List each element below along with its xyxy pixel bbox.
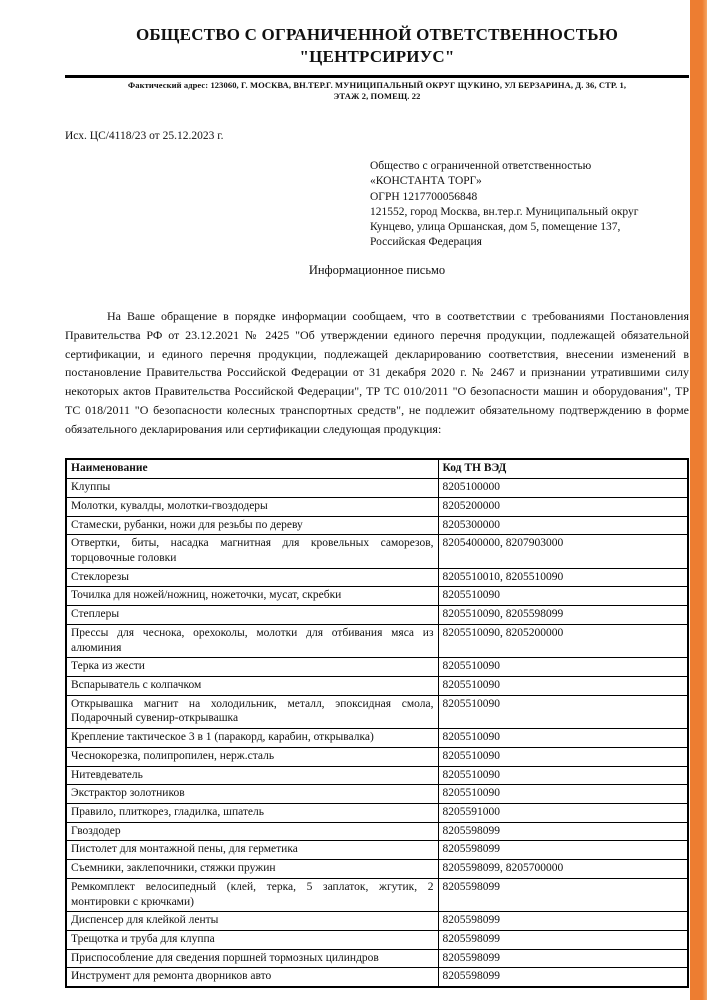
table-row xyxy=(66,568,688,587)
product-name-cell: Правило, плиткорез, гладилка, шпатель xyxy=(66,804,438,823)
product-code-cell: 8205200000 xyxy=(438,497,688,516)
recipient-line: Российская Федерация xyxy=(370,236,482,249)
product-name-cell: Приспособление для сведения поршней тормозных цилиндров xyxy=(66,949,438,968)
product-name-cell: Нитевдеватель xyxy=(66,766,438,785)
product-code-cell: 8205510010, 8205510090 xyxy=(438,568,688,587)
product-code-cell: 8205510090, 8205200000 xyxy=(438,624,688,657)
product-code-cell: 8205598099 xyxy=(438,841,688,860)
table-row xyxy=(66,931,688,950)
product-name-cell: Терка из жести xyxy=(66,658,438,677)
product-name-cell: Диспенсер для клейкой ленты xyxy=(66,912,438,931)
recipient-line: ОГРН 1217700056848 xyxy=(370,190,478,203)
product-name-cell: Пистолет для монтажной пены, для герметика xyxy=(66,841,438,860)
table-row xyxy=(66,624,688,657)
table-row xyxy=(66,516,688,535)
product-code-cell: 8205598099, 8205700000 xyxy=(438,860,688,879)
recipient-line: «КОНСТАНТА ТОРГ» xyxy=(370,175,482,188)
product-code-cell: 8205598099 xyxy=(438,912,688,931)
product-code-cell: 8205598099 xyxy=(438,949,688,968)
product-code-cell: 8205400000, 8207903000 xyxy=(438,535,688,568)
table-row xyxy=(66,606,688,625)
table-row xyxy=(66,968,688,987)
table-row xyxy=(66,479,688,498)
document-page xyxy=(65,24,689,988)
product-code-cell: 8205100000 xyxy=(438,479,688,498)
recipient-line: Общество с ограниченной ответственностью xyxy=(370,160,592,173)
product-name-cell: Клуппы xyxy=(66,479,438,498)
recipient-line: Кунцево, улица Оршанская, дом 5, помещение 137, xyxy=(370,220,621,233)
company-title-line1: ОБЩЕСТВО С ОГРАНИЧЕННОЙ ОТВЕТСТВЕННОСТЬЮ xyxy=(135,25,619,44)
product-code-cell: 8205598099 xyxy=(438,822,688,841)
letter-body-paragraph: На Ваше обращение в порядке информации сообщаем, что в соответствии с требованиями Постановления Правительства РФ от 23.12.2021 № 2425 "Об утверждении единого перечня продукции, подлежащей обязательной сертификации, и единого перечня продукции, подлежащей декларированию соответствия, внесении изменений в постановление Правительства Российской Федерации от 31 декабря 2020 г. № 2467 и признании утратившими силу некоторых актов Правительства Российской Федерации", ТР ТС 010/2011 "О безопасности машин и оборудования", ТР ТС 018/2011 "О безопасности колесных транспортных средств", не подлежит обязательному подтверждению в форме обязательного декларирования или сертификации следующая продукция: xyxy=(65,309,689,436)
product-code-cell: 8205591000 xyxy=(438,804,688,823)
table-row xyxy=(66,535,688,568)
product-code-cell: 8205510090 xyxy=(438,766,688,785)
product-code-cell: 8205598099 xyxy=(438,968,688,987)
table-row xyxy=(66,822,688,841)
recipient-line: 121552, город Москва, вн.тер.г. Муниципальный округ xyxy=(370,205,639,218)
company-title xyxy=(65,24,689,68)
company-address-line1: Фактический адрес: 123060, Г. МОСКВА, ВН.ТЕР.Г. МУНИЦИПАЛЬНЫЙ ОКРУГ ЩУКИНО, УЛ БЕРЗАРИНА, Д. 36, СТР. 1, xyxy=(127,79,627,90)
product-name-cell: Крепление тактическое 3 в 1 (паракорд, карабин, открывалка) xyxy=(66,729,438,748)
accent-stripe xyxy=(690,0,707,1000)
table-row xyxy=(66,658,688,677)
table-row xyxy=(66,676,688,695)
product-code-cell: 8205510090 xyxy=(438,785,688,804)
product-name-cell: Вспарыватель с колпачком xyxy=(66,676,438,695)
products-table-head xyxy=(66,459,688,478)
table-row xyxy=(66,878,688,911)
table-row xyxy=(66,804,688,823)
product-name-cell: Чеснокорезка, полипропилен, нерж.сталь xyxy=(66,747,438,766)
product-code-cell: 8205510090 xyxy=(438,587,688,606)
product-name-cell: Молотки, кувалды, молотки-гвоздодеры xyxy=(66,497,438,516)
recipient-block xyxy=(370,159,675,250)
product-name-cell: Ремкомплект велосипедный (клей, терка, 5 заплаток, жгутик, 2 монтировки с крючками) xyxy=(66,878,438,911)
product-name-cell: Отвертки, биты, насадка магнитная для кровельных саморезов, торцовочные головки xyxy=(66,535,438,568)
product-name-cell: Стамески, рубанки, ножи для резьбы по дереву xyxy=(66,516,438,535)
table-row xyxy=(66,912,688,931)
product-code-cell: 8205510090, 8205598099 xyxy=(438,606,688,625)
products-table-body xyxy=(66,479,688,988)
table-row xyxy=(66,841,688,860)
product-code-cell: 8205510090 xyxy=(438,729,688,748)
product-code-cell: 8205300000 xyxy=(438,516,688,535)
product-name-cell: Гвоздодер xyxy=(66,822,438,841)
company-address xyxy=(65,80,689,104)
table-row xyxy=(66,860,688,879)
outgoing-ref-number: Исх. ЦС/4118/23 от 25.12.2023 г. xyxy=(65,130,224,143)
table-row xyxy=(66,747,688,766)
products-table xyxy=(65,458,689,988)
product-code-cell: 8205510090 xyxy=(438,676,688,695)
table-row xyxy=(66,729,688,748)
table-row xyxy=(66,497,688,516)
product-name-cell: Экстрактор золотников xyxy=(66,785,438,804)
company-address-line2: ЭТАЖ 2, ПОМЕЩ. 22 xyxy=(333,91,421,102)
table-row xyxy=(66,695,688,728)
product-code-cell: 8205510090 xyxy=(438,695,688,728)
company-title-line2: "ЦЕНТРСИРИУС" xyxy=(299,46,455,66)
table-row xyxy=(66,949,688,968)
table-row xyxy=(66,785,688,804)
letter-title: Информационное письмо xyxy=(308,263,446,278)
product-name-cell: Стеклорезы xyxy=(66,568,438,587)
product-name-cell: Трещотка и труба для клуппа xyxy=(66,931,438,950)
product-name-cell: Съемники, заклепочники, стяжки пружин xyxy=(66,860,438,879)
header-divider xyxy=(65,75,689,78)
table-header-name: Наименование xyxy=(66,459,438,478)
product-code-cell: 8205510090 xyxy=(438,658,688,677)
product-code-cell: 8205598099 xyxy=(438,878,688,911)
table-header-code: Код ТН ВЭД xyxy=(438,459,688,478)
product-name-cell: Инструмент для ремонта дворников авто xyxy=(66,968,438,987)
product-name-cell: Точилка для ножей/ножниц, ножеточки, мусат, скребки xyxy=(66,587,438,606)
table-header-row xyxy=(66,459,688,478)
product-name-cell: Открывашка магнит на холодильник, металл, эпоксидная смола, Подарочный сувенир-открывашка xyxy=(66,695,438,728)
table-row xyxy=(66,766,688,785)
product-code-cell: 8205598099 xyxy=(438,931,688,950)
product-code-cell: 8205510090 xyxy=(438,747,688,766)
product-name-cell: Степлеры xyxy=(66,606,438,625)
table-row xyxy=(66,587,688,606)
product-name-cell: Прессы для чеснока, орехоколы, молотки для отбивания мяса из алюминия xyxy=(66,624,438,657)
